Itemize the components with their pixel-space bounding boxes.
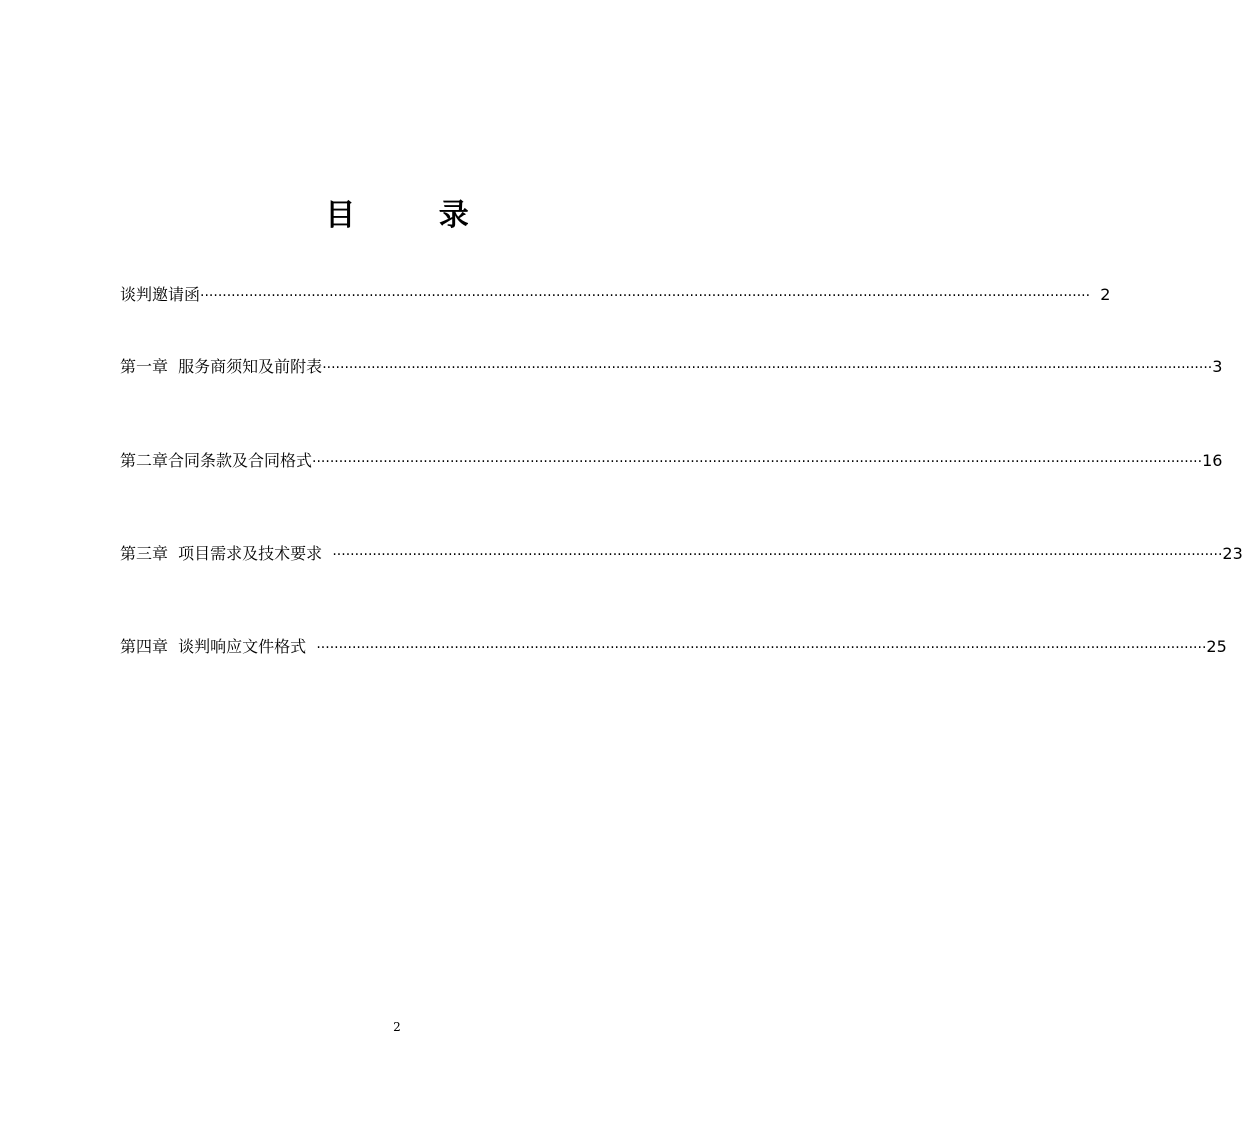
toc-entry-page: 16 [1202, 451, 1223, 470]
toc-entry-page: 2 [1090, 285, 1111, 304]
toc-entry[interactable] [120, 356, 1223, 378]
toc-leader: ········································································································································································································ [316, 640, 1207, 656]
toc-entry[interactable] [120, 450, 1223, 472]
page-number: 2 [393, 1020, 401, 1034]
toc-entry-page: 25 [1206, 637, 1227, 656]
toc-entry[interactable] [120, 284, 1111, 306]
toc-entry-label: 第二章合同条款及合同格式 [120, 451, 313, 470]
toc-entry-label: 第一章 服务商须知及前附表 [120, 357, 323, 376]
toc-leader: ········································································································································································································ [332, 547, 1223, 563]
page-title: 目 录 [325, 198, 469, 233]
toc-entry[interactable] [120, 636, 1227, 658]
toc-leader: ········································································································································································································ [312, 454, 1203, 470]
toc-entry-label: 第四章 谈判响应文件格式 [120, 637, 317, 656]
toc-leader: ········································································································································································································ [322, 360, 1213, 376]
toc-entry-page: 23 [1222, 544, 1243, 563]
toc-entry-page: 3 [1212, 357, 1223, 376]
toc-entry-label: 第三章 项目需求及技术要求 [120, 544, 333, 563]
toc-entry[interactable] [120, 543, 1243, 565]
toc-leader: ········································································································································································································ [200, 288, 1091, 304]
toc-entry-label: 谈判邀请函 [120, 285, 201, 304]
